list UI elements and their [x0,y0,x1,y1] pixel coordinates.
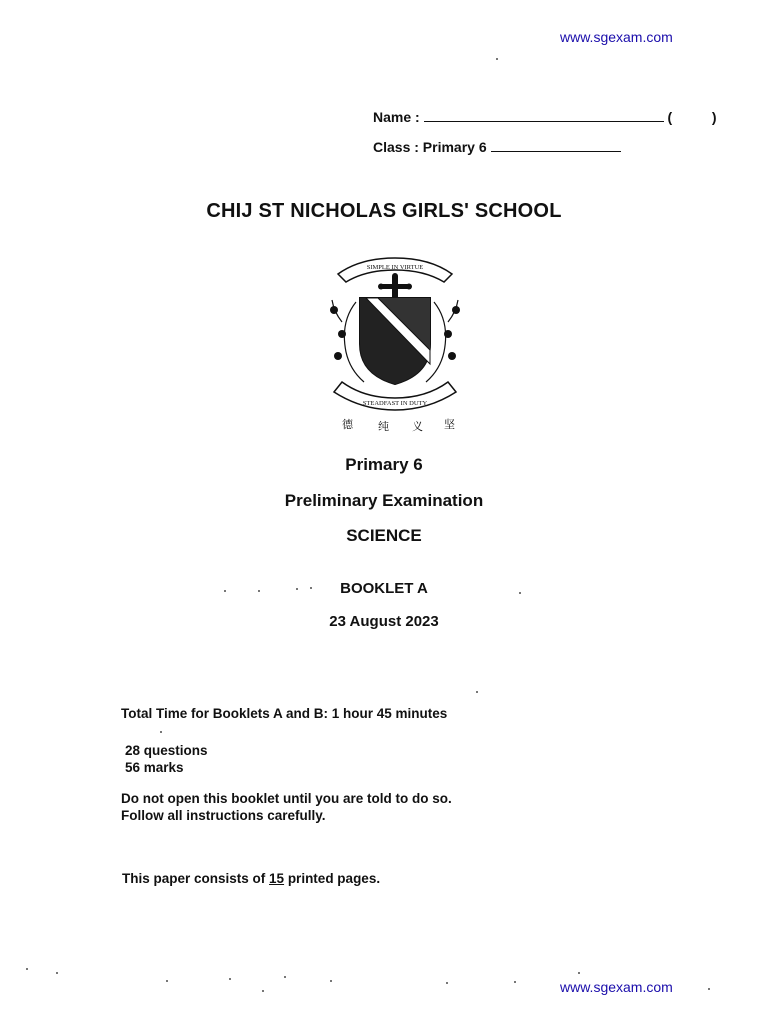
instruction-line-2: Follow all instructions carefully. [121,808,326,823]
register-paren-close: ) [711,109,717,125]
crest-chinese-4: 坚 [444,418,455,431]
page-count-line [122,871,380,886]
page-count-prefix: This paper consists of [122,871,270,886]
crest-chinese-2: 纯 [378,420,389,432]
class-label: Class : Primary 6 [373,139,487,155]
name-label: Name : [373,109,420,125]
name-blank [424,121,664,122]
exam-subject: SCIENCE [346,526,422,545]
marks-count: 56 marks [125,760,184,775]
crest-chinese-3: 义 [412,420,423,432]
crest-top-motto: SIMPLE IN VIRTUE [366,264,424,271]
exam-level: Primary 6 [345,455,423,474]
total-time: Total Time for Booklets A and B: 1 hour 45 minutes [121,706,448,721]
name-field [373,109,717,125]
school-crest-svg [320,252,470,432]
school-crest [320,252,470,432]
crest-bottom-motto: STEADFAST IN DUTY [362,400,428,407]
exam-title: Preliminary Examination [284,491,484,510]
instructions [121,790,452,824]
class-field [373,139,621,155]
exam-booklet: BOOKLET A [340,580,428,597]
school-name: CHIJ ST NICHOLAS GIRLS' SCHOOL [206,200,562,222]
question-summary [125,742,208,776]
question-count: 28 questions [125,743,208,758]
page-count-number: 15 [269,871,285,886]
class-blank [491,151,621,152]
crest-chinese-1: 德 [342,418,353,431]
header-website-link[interactable]: www.sgexam.com [560,29,673,45]
register-paren-open: ( [667,109,673,125]
exam-date: 23 August 2023 [329,613,439,630]
page-count-suffix: printed pages. [284,871,381,886]
footer-website-link[interactable]: www.sgexam.com [560,979,673,995]
instruction-line-1: Do not open this booklet until you are told to do so. [121,791,452,806]
